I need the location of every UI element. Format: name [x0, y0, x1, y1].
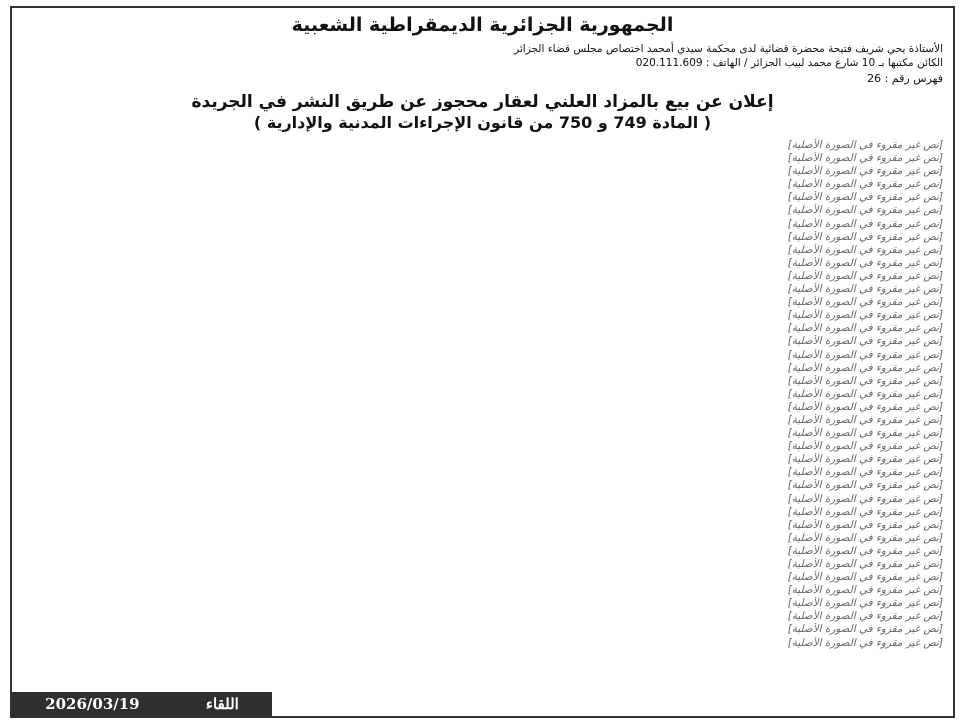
body-line-unreadable: [نص غير مقروء في الصورة الأصلية]: [787, 361, 943, 374]
body-line-unreadable: [نص غير مقروء في الصورة الأصلية]: [787, 518, 943, 531]
body-line-unreadable: [نص غير مقروء في الصورة الأصلية]: [787, 531, 943, 544]
body-line-unreadable: [نص غير مقروء في الصورة الأصلية]: [787, 466, 943, 479]
body-line-unreadable: [نص غير مقروء في الصورة الأصلية]: [787, 623, 943, 636]
body-line-unreadable: [نص غير مقروء في الصورة الأصلية]: [787, 309, 943, 322]
newspaper-footer: [12, 692, 272, 716]
body-line-unreadable: [نص غير مقروء في الصورة الأصلية]: [787, 152, 943, 165]
body-line-unreadable: [نص غير مقروء في الصورة الأصلية]: [787, 387, 943, 400]
bailiff-line: الأستاذة يحي شريف فتيحة محضرة قضائية لدى محكمة سيدي أمحمد اختصاص مجلس قضاء الجزائر: [514, 43, 943, 55]
body-line-unreadable: [نص غير مقروء في الصورة الأصلية]: [787, 558, 943, 570]
body-line-unreadable: [نص غير مقروء في الصورة الأصلية]: [787, 178, 943, 191]
notice-subtitle: ( المادة 749 و 750 من قانون الإجراءات المدنية والإدارية ): [253, 113, 712, 132]
body-line-unreadable: [نص غير مقروء في الصورة الأصلية]: [787, 139, 943, 151]
body-line-unreadable: [نص غير مقروء في الصورة الأصلية]: [787, 636, 943, 649]
body-line-unreadable: [نص غير مقروء في الصورة الأصلية]: [787, 335, 943, 348]
body-line-unreadable: [نص غير مقروء في الصورة الأصلية]: [787, 230, 943, 243]
body-line-unreadable: [نص غير مقروء في الصورة الأصلية]: [787, 191, 943, 204]
body-line-unreadable: [نص غير مقروء في الصورة الأصلية]: [787, 374, 943, 387]
republic-header: الجمهورية الجزائرية الديمقراطية الشعبية: [291, 14, 674, 36]
body-line-unreadable: [نص غير مقروء في الصورة الأصلية]: [787, 610, 943, 623]
body-line-unreadable: [نص غير مقروء في الصورة الأصلية]: [787, 243, 943, 256]
body-line-unreadable: [نص غير مقروء في الصورة الأصلية]: [787, 413, 943, 426]
body-line-unreadable: [نص غير مقروء في الصورة الأصلية]: [787, 269, 943, 282]
body-line-unreadable: [نص غير مقروء في الصورة الأصلية]: [787, 217, 943, 230]
body-line-unreadable: [نص غير مقروء في الصورة الأصلية]: [787, 479, 943, 492]
body-line-unreadable: [نص غير مقروء في الصورة الأصلية]: [787, 204, 943, 217]
body-line-unreadable: [نص غير مقروء في الصورة الأصلية]: [787, 571, 943, 584]
notice-body: [22, 139, 943, 650]
body-line-unreadable: [نص غير مقروء في الصورة الأصلية]: [787, 544, 943, 557]
body-line-unreadable: [نص غير مقروء في الصورة الأصلية]: [787, 597, 943, 610]
body-line-unreadable: [نص غير مقروء في الصورة الأصلية]: [787, 296, 943, 309]
publication-date: 2026/03/19: [45, 695, 140, 713]
body-line-unreadable: [نص غير مقروء في الصورة الأصلية]: [787, 453, 943, 466]
body-line-unreadable: [نص غير مقروء في الصورة الأصلية]: [787, 322, 943, 335]
body-line-unreadable: [نص غير مقروء في الصورة الأصلية]: [787, 165, 943, 178]
notice-title: إعلان عن بيع بالمزاد العلني لعقار محجوز عن طريق النشر في الجريدة: [191, 92, 774, 112]
body-line-unreadable: [نص غير مقروء في الصورة الأصلية]: [787, 505, 943, 518]
body-line-unreadable: [نص غير مقروء في الصورة الأصلية]: [787, 440, 943, 453]
fihris-number: فهرس رقم : 26: [867, 72, 943, 85]
body-line-unreadable: [نص غير مقروء في الصورة الأصلية]: [787, 283, 943, 296]
newspaper-name: اللقاء: [205, 695, 239, 713]
body-line-unreadable: [نص غير مقروء في الصورة الأصلية]: [787, 492, 943, 505]
notice-frame: [10, 6, 955, 718]
body-line-unreadable: [نص غير مقروء في الصورة الأصلية]: [787, 400, 943, 413]
body-line-unreadable: [نص غير مقروء في الصورة الأصلية]: [787, 584, 943, 597]
body-line-unreadable: [نص غير مقروء في الصورة الأصلية]: [787, 348, 943, 361]
body-line-unreadable: [نص غير مقروء في الصورة الأصلية]: [787, 427, 943, 440]
address-line: الكائن مكتبها بـ 10 شارع محمد لبيب الجزائر / الهاتف : 020.111.609: [635, 57, 943, 69]
body-line-unreadable: [نص غير مقروء في الصورة الأصلية]: [787, 256, 943, 269]
